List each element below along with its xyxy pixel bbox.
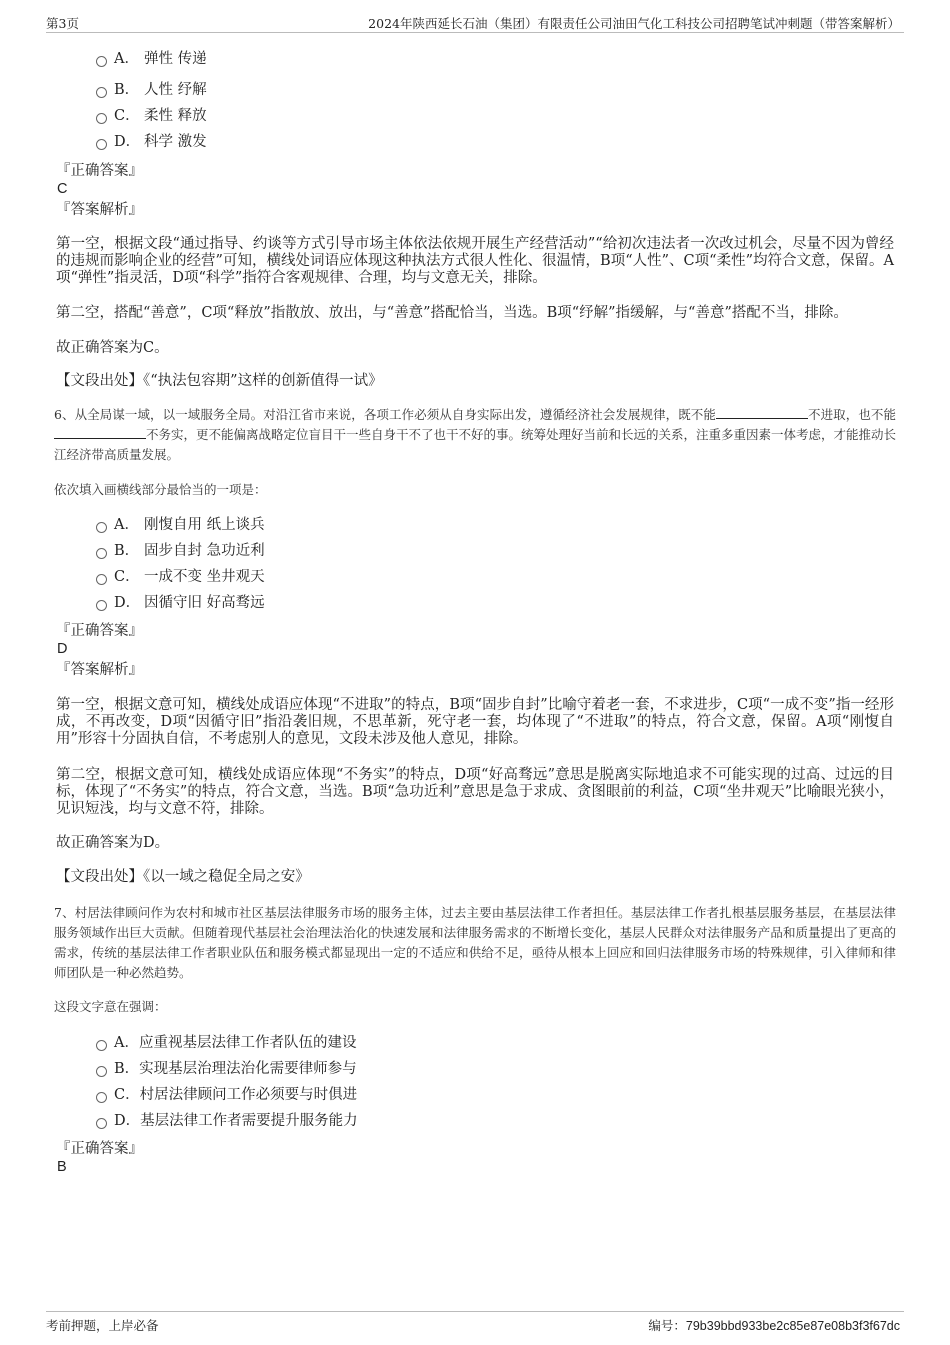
q6-analysis-paragraph-2: 第二空，根据文意可知，横线处成语应体现“不务实”的特点，D项“好高骛远”意思是脱离实际地追求不可能实现的过高、过远的目标，体现了“不务实”的特点，符合文意，当选。B项“急功近利”意思是急于求成、贪图眼前的利益，C项“坐井观天”比喻眼光狭小，见识短浅，均与文意不符，排除。 — [56, 767, 894, 817]
q6-stem: 6、从全局谋一域，以一域服务全局。对沿江省市来说，各项工作必须从自身实际出发，遵循经济社会发展规律，既不能 不进取，也不能不务实，更不能偏离战略定位盲目干一些自身干不了也干不好的事。统筹处理好当前和长远的关系，注重多重因素一体考虑，才能推动长江经济带高质量发展。 — [54, 407, 897, 462]
page-number: 第3页 — [46, 16, 79, 31]
radio-icon[interactable] — [96, 574, 107, 585]
q7-option-a[interactable]: A．应重视基层法律工作者队伍的建设 — [96, 1034, 356, 1052]
q6-source: 【文段出处】《以一域之稳促全局之安》 — [56, 869, 310, 885]
q5-option-b[interactable]: B． 人性 纾解 — [96, 81, 207, 99]
q7-option-c[interactable]: C．村居法律顾问工作必须要与时俱进 — [96, 1086, 357, 1104]
radio-icon[interactable] — [96, 522, 107, 533]
radio-icon[interactable] — [96, 548, 107, 559]
q6-prompt: 依次填入画横线部分最恰当的一项是： — [54, 482, 267, 497]
page-footer — [46, 1311, 904, 1332]
page-header — [46, 14, 904, 33]
q6-option-c[interactable]: C． 一成不变 坐井观天 — [96, 568, 265, 586]
q6-option-d[interactable]: D． 因循守旧 好高骛远 — [96, 594, 265, 612]
q6-answer: D — [57, 641, 68, 657]
radio-icon[interactable] — [96, 87, 107, 98]
document-id: 编号：79b39bbd933be2c85e87e08b3f3f67dc — [648, 1318, 900, 1333]
q6-option-b[interactable]: B． 固步自封 急功近利 — [96, 542, 265, 560]
q7-option-b[interactable]: B．实现基层治理法治化需要律师参与 — [96, 1060, 357, 1078]
q5-analysis-paragraph-1: 第一空，根据文段“通过指导、约谈等方式引导市场主体依法依规开展生产经营活动”“给初次违法者一次改过机会，尽量不因为曾经的违规而影响企业的经营”可知，横线处词语应体现这种执法方式很人性化、很温情，B项“人性”、C项“柔性”均符合文意，保留。A项“弹性”指灵活，D项“科学”指符合客观规律、合理，均与文意无关，排除。 — [56, 236, 894, 286]
q6-analysis-paragraph-1: 第一空，根据文意可知，横线处成语应体现“不进取”的特点，B项“固步自封”比喻守着老一套，不求进步，C项“一成不变”指一经形成，不再改变，D项“因循守旧”指沿袭旧规，不思革新，死守老一套，均体现了“不进取”的特点，符合文意，保留。A项“刚愎自用”形容十分固执自信，不考虑别人的意见，文段未涉及他人意见，排除。 — [56, 697, 894, 747]
document-title: 2024年陕西延长石油（集团）有限责任公司油田气化工科技公司招聘笔试冲刺题（带答案解析） — [368, 16, 900, 31]
q5-option-c[interactable]: C． 柔性 释放 — [96, 107, 207, 125]
radio-icon[interactable] — [96, 600, 107, 611]
q7-prompt: 这段文字意在强调： — [54, 999, 167, 1014]
radio-icon[interactable] — [96, 1040, 107, 1051]
q5-option-d[interactable]: D． 科学 激发 — [96, 133, 207, 151]
radio-icon[interactable] — [96, 139, 107, 150]
q6-answer-label: 『正确答案』 — [56, 623, 143, 639]
q6-analysis-label: 『答案解析』 — [56, 662, 143, 678]
q7-answer: B — [57, 1159, 67, 1175]
radio-icon[interactable] — [96, 56, 107, 67]
q5-analysis-paragraph-2: 第二空，搭配“善意”，C项“释放”指散放、放出，与“善意”搭配恰当，当选。B项“纾解”指缓解，与“善意”搭配不当，排除。 — [56, 305, 848, 321]
q5-answer-label: 『正确答案』 — [56, 163, 143, 179]
footer-slogan: 考前押题，上岸必备 — [46, 1318, 159, 1333]
radio-icon[interactable] — [96, 113, 107, 124]
q7-stem: 7、村居法律顾问作为农村和城市社区基层法律服务市场的服务主体，过去主要由基层法律工作者担任。基层法律工作者扎根基层服务基层，在基层法律服务领域作出巨大贡献。但随着现代基层社会治理法治化的快速发展和法律服务需求的不断增长变化，基层人民群众对法律服务产品和质量提出了更高的需求，传统的基层法律工作者职业队伍和服务模式都显现出一定的不适应和供给不足，亟待从根本上回应和回归法律服务市场的特殊规律，引入律师和律师团队是一种必然趋势。 — [54, 905, 896, 980]
q5-answer: C — [57, 181, 68, 197]
blank-line — [716, 407, 808, 419]
q6-option-a[interactable]: A． 刚愎自用 纸上谈兵 — [96, 516, 265, 534]
q5-analysis-conclusion: 故正确答案为C。 — [56, 340, 169, 356]
radio-icon[interactable] — [96, 1066, 107, 1077]
radio-icon[interactable] — [96, 1092, 107, 1103]
radio-icon[interactable] — [96, 1118, 107, 1129]
q7-answer-label: 『正确答案』 — [56, 1141, 143, 1157]
q5-source: 【文段出处】《“执法包容期”这样的创新值得一试》 — [56, 373, 383, 389]
q5-analysis-label: 『答案解析』 — [56, 202, 143, 218]
q7-option-d[interactable]: D．基层法律工作者需要提升服务能力 — [96, 1112, 358, 1130]
q5-option-a[interactable]: A． 弹性 传递 — [96, 50, 207, 68]
q6-analysis-conclusion: 故正确答案为D。 — [56, 835, 170, 851]
blank-line — [54, 427, 146, 439]
